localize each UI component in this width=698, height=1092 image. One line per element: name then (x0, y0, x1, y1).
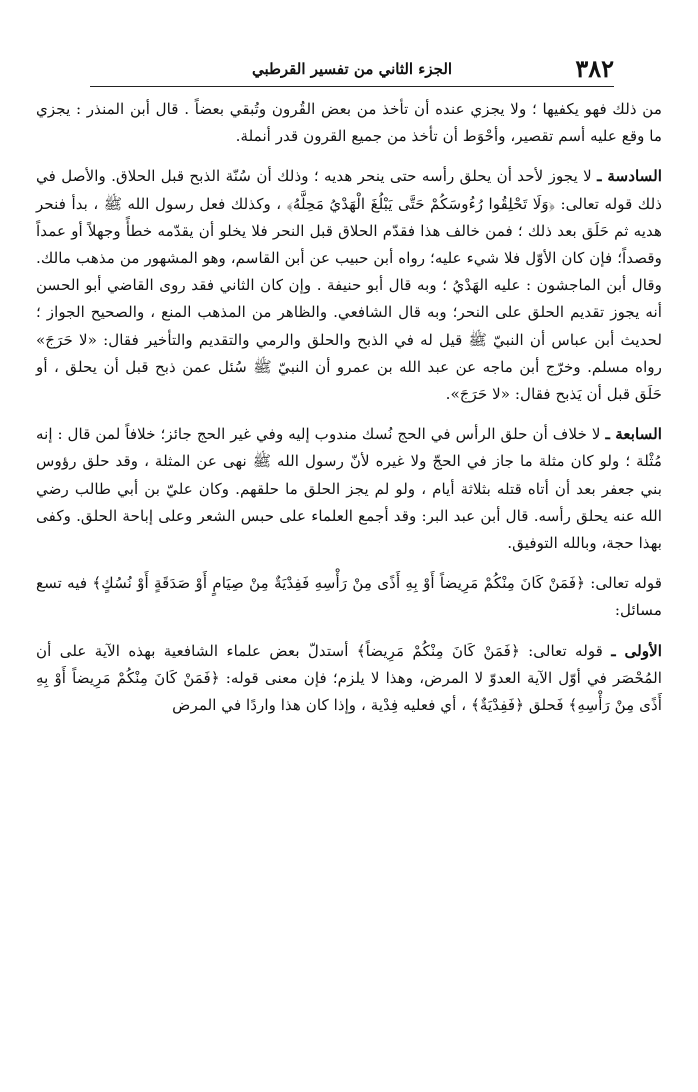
issue-heading: السادسة ـ (597, 167, 662, 186)
issue-heading: الأولى ـ (611, 641, 662, 660)
paragraph-text: لا يجوز لأحد أن يحلق رأسه حتى ينحر هديه ؛ وذلك أن سُنّة الذبح قبل الحلاق. والأصل في ذلك قوله تعالى: ﴿وَلَا تَحْلِقُوا رُءُوسَكُمْ حَتَّى يَبْلُغَ الْهَدْيُ مَحِلَّهُ﴾ ، وكذلك فعل رسول الله ﷺ ، بدأ فنحر هديه ثم حَلَق بعد ذلك ؛ فمن خالف هذا فقدّم الحلاق قبل النحر فلا يخلو أن يقدّمه خطأً وجهلاً أو عمداً وقصداً؛ فإن كان الأوّل فلا شيء عليه؛ رواه أبن حبيب عن أبن القاسم، وهو المشهور من مذهب مالك. وقال أبن الماجشون : عليه الهَدْيُ ؛ وبه قال أبو حنيفة . وإن كان الثاني فقد روى القاضي أبو الحسن أنه يجوز تقديم الحلق على النحر؛ وبه قال الشافعي. والظاهر من المذهب المنع ، والصحيح الجواز ؛ لحديث أبن عباس أن النبيّ ﷺ قيل له في الذبح والحلق والرمي والتقديم والتأخير فقال: «لا حَرَجَ» رواه مسلم. وخرّج أبن ماجه عن عبد الله بن عمرو أن النبيّ ﷺ سُئل عمن ذبح قبل أن يحلق ، أو حَلَق قبل أن يَذبح فقال: «لا حَرَجَ». (36, 167, 662, 404)
issue-heading: السابعة ـ (605, 425, 662, 444)
paragraph-text: قوله تعالى: ﴿فَمَنْ كَانَ مِنْكُمْ مَرِيضاً أَوْ بِهِ أَذًى مِنْ رَأْسِهِ فَفِدْيَةٌ مِنْ صِيَامٍ أَوْ صَدَقَةٍ أَوْ نُسُكٍ﴾ فيه تسع مسائل: (36, 574, 662, 620)
paragraph-text: قوله تعالى: ﴿فَمَنْ كَانَ مِنْكُمْ مَرِيضاً﴾ أستدلّ بعض علماء الشافعية بهذه الآية على أن المُحْصَر في أوّل الآية العدوّ لا المرض، وهذا لا يلزم؛ فإن معنى قوله: ﴿فَمَنْ كَانَ مِنْكُمْ مَرِيضاً أَوْ بِهِ أَذًى مِنْ رَأْسِهِ﴾ فَحلق ﴿فَفِدْيَةٌ﴾ ، أي فعليه فِدْية ، وإذا كان هذا واردًا في المرض (36, 641, 662, 715)
paragraph-issue-1 (36, 638, 662, 720)
running-title: الجزء الثاني من تفسير القرطبي (251, 60, 453, 78)
page-body (36, 96, 662, 719)
paragraph-verse (36, 570, 662, 624)
paragraph-intro (36, 96, 662, 150)
paragraph-issue-6 (36, 163, 662, 408)
paragraph-text: لا خلاف أن حلق الرأس في الحج نُسك مندوب إليه وفي غير الحج جائز؛ خلافاً لمن قال : إنه مُثْلة ؛ ولو كان مثلة ما جاز في الحجّ ولا غيره لأنّ رسول الله ﷺ نهى عن المثلة ، وقد حلق رؤوس بني جعفر بعد أن أتاه قتله بثلاثة أيام ، ولو لم يجز الحلق ما حلقهم. وكان عليّ بن أبي طالب رضي الله عنه يحلق رأسه. قال أبن عبد البر: وقد أجمع العلماء على حبس الشعر وعلى إباحة الحلق. وكفى بهذا حجة، وبالله التوفيق. (36, 425, 662, 553)
page-header (90, 52, 614, 87)
paragraph-text: من ذلك فهو يكفيها ؛ ولا يجزي عنده أن تأخذ من بعض القُرون وتُبقي بعضاً . قال أبن المنذر : يجزي ما وقع عليه أسم تقصير، وأحْوَط أن تأخذ من جميع القرون قدر أنملة. (36, 100, 662, 146)
page-number: ٣٨٢ (575, 54, 614, 83)
paragraph-issue-7 (36, 421, 662, 557)
